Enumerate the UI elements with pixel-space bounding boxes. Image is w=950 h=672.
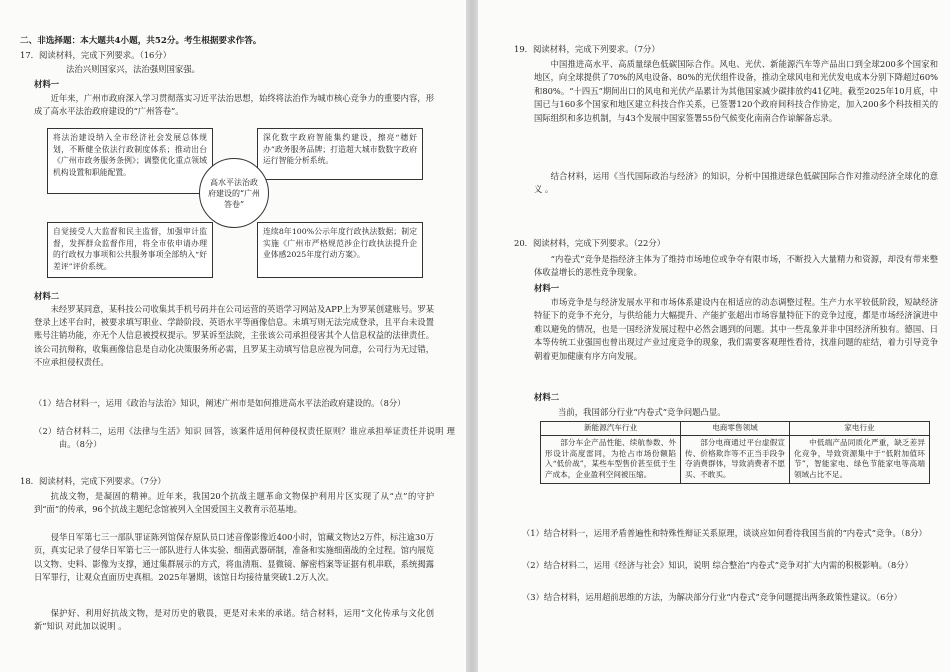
right-page bbox=[478, 0, 950, 672]
table-header-cell: 电商零售领域 bbox=[681, 422, 790, 436]
measure-box-bottom-right: 连续8年100%公示年度行政执法数据；制定实施《广州市严格规范涉企行政执法提升企业体感2025年度行动方案》。 bbox=[257, 222, 423, 278]
q20-sub3: （3）结合材料，运用超前思维的方法，为解决部分行业“内卷式”竞争问题提出两条政策性建议。（6分） bbox=[522, 592, 902, 602]
q20-material1-text: 市场竞争是与经济发展水平和市场体系建设内在相适应的动态调整过程。生产力水平较低阶段，短缺经济特征下的竞争不充分，与供给能力大幅提升、产能扩张超出市场容量特征下的竞争过度，都是市场经济演进中难以避免的情况，也是一国经济发展过程中必然会遇到的问题。其中一些乱象并非中国经济所独有。德国、日本等传统工业强国也曾出现过产业过度竞争的现象，我们需要客观理性看待，找准问题的症结，着力引导竞争朝着更加健康有序方向发展。 bbox=[534, 297, 938, 361]
q20-sub2: （2）结合材料二，运用《经济与社会》知识，说明 综合整治“内卷式”竞争对扩大内需的积极影响。（8分） bbox=[522, 560, 913, 570]
table-cell: 中低端产品同质化严重，缺乏差异化竞争，导致资源集中于“低附加值环节”，智能家电、绿色节能家电等高端领域占比不足。 bbox=[789, 435, 929, 483]
industry-comparison-table bbox=[540, 421, 930, 484]
q20-sub1: （1）结合材料一，运用矛盾普遍性和特殊性辩证关系原理，谈谈应如何看待我国当前的“内卷式”竞争。（8分） bbox=[522, 528, 927, 538]
q17-material1-text: 近年来，广州市政府深入学习贯彻落实习近平法治思想，始终将法治作为城市核心竞争力的重要内容，形成了高水平法治政府建设的“广州答卷”。 bbox=[34, 93, 434, 117]
table-cell: 部分车企产品性能、续航参数、外形设计高度雷同，为抢占市场份额陷入“低价战”，某些车型售价甚至低于生产成本，企业盈利空间被压缩。 bbox=[541, 435, 681, 483]
q18-p3: 保护好、利用好抗战文物，是对历史的敬畏，更是对未来的承诺。结合材料，运用“文化传承与文化创新”知识 对此加以说明 。 bbox=[34, 608, 434, 632]
q19-title: 19．阅读材料，完成下列要求。（7分） bbox=[514, 44, 660, 54]
q18-title: 18．阅读材料，完成下列要求。（7分） bbox=[20, 476, 166, 486]
q17-sub2: （2）结合材料二，运用《法律与生活》知识 回答，该案件适用何种侵权责任原则？谁应承担举证责任并说明 理由。（8分） bbox=[34, 426, 455, 450]
book-gutter bbox=[466, 0, 478, 672]
left-page bbox=[0, 0, 466, 672]
q17-material2-label: 材料二 bbox=[34, 291, 60, 301]
table-header-cell: 新能源汽车行业 bbox=[541, 422, 681, 436]
measure-box-top-right: 深化数字政府智能集约建设，擦亮“穗好办”政务服务品牌；打造超大城市数数字政府运行智能分析系统。 bbox=[257, 128, 423, 180]
q20-material1-label: 材料一 bbox=[534, 283, 560, 293]
measure-box-top-left: 将法治建设纳入全市经济社会发展总体规划，不断健全依法行政制度体系；推动出台《广州市政务服务条例》；调整优化重点领域机构设置和职能配置。 bbox=[47, 128, 213, 194]
q20-material2-intro: 当前，我国部分行业“内卷式”竞争问题凸显。 bbox=[558, 407, 726, 417]
table-header-row bbox=[541, 422, 930, 436]
q18-p2: 侵华日军第七三一部队罪证陈列馆保存原队员口述音像影像近400小时，馆藏文物达2万件，标注逾30万页，真实记录了侵华日军第七三一部队进行人体实验、细菌武器研制，准备和实施细菌战的全过程。馆内展览以文物、史料、影像为支撑，通过集群展示的方式，将血清瓶、显微镜、解密档案等证据有机串联，系统揭露日军罪行，让观众直面历史真相。2025年暑期，该馆日均接待量突破1.2万人次。 bbox=[34, 532, 434, 583]
center-circle-label: 高水平法治政府建设的“广州答卷” bbox=[207, 177, 261, 209]
measure-box-bottom-left: 自觉接受人大监督和民主监督，加强审计监督，发挥群众监督作用，将全市依申请办理的行政权力事项和公共服务事项全部纳入“好差评”评价系统。 bbox=[47, 222, 213, 278]
table-row bbox=[541, 435, 930, 483]
table-cell: 部分电商通过平台虚假宣传、价格欺诈等不正当手段争夺消费群体，导致消费者不愿买、不敢买。 bbox=[681, 435, 790, 483]
section-header: 二、非选择题：本大题共4小题，共52分。考生根据要求作答。 bbox=[20, 36, 262, 46]
q19-p1: 中国推进高水平、高质量绿色低碳国际合作。风电、光伏、新能源汽车等产品出口到全球200多个国家和地区，向全球提供了70%的风电设备、80%的光伏组件设备，推动全球风电和光伏发电成本分别下降超过60%和80%。“十四五”期间出口的风电和光伏产品累计为其他国家减少碳排放约41亿吨。截至2025年10月底，中国已与160多个国家和地区建立科技合作关系，已签署120个政府间科技合作协定，加入200多个科技相关的国际组织和多边机制，与43个发展中国家签署55份气候变化南南合作谅解备忘录。 bbox=[534, 59, 938, 123]
q17-sub1: （1）结合材料一，运用《政治与法治》知识，阐述广州市是如何推进高水平法治政府建设的。（8分） bbox=[34, 398, 406, 408]
q20-material2-label: 材料二 bbox=[534, 392, 560, 402]
q20-intro: “内卷式”竞争是指经济主体为了维持市场地位或争夺有限市场，不断投入大量精力和资源，却没有带来整体收益增长的恶性竞争现象。 bbox=[534, 254, 938, 278]
q17-motto: 法治兴则国家兴，法治强则国家强。 bbox=[66, 64, 200, 74]
q18-p1: 抗战文物，是凝固的精神。近年来，我国20个抗战主题革命文物保护利用片区实现了从“点”的守护到“面”的传承，96个抗战主题纪念馆被列入全国爱国主义教育示范基地。 bbox=[34, 491, 434, 515]
q17-title: 17．阅读材料，完成下列要求。（16分） bbox=[20, 50, 172, 60]
table-header-cell: 家电行业 bbox=[789, 422, 929, 436]
q20-title: 20．阅读材料，完成下列要求。（22分） bbox=[514, 238, 666, 248]
center-circle bbox=[199, 158, 269, 228]
q17-material2-text: 未经罗某同意，某科技公司收集其手机号码并在公司运营的英语学习网站及APP上为罗某创建账号。罗某登录上述平台时，被要求填写职业、学龄阶段、英语水平等画像信息。未填写则无法完成登录，且平台未设置账号注销功能，亦无个人信息被授权提示。罗某诉至法院，主张该公司承担侵害其个人信息权益的法律责任。该公司抗辩称，收集画像信息是自动化决策服务所必需，且罗某主动填写信息应视为同意，公司行为无过错，不应承担侵权责任。 bbox=[34, 304, 434, 367]
q19-p2: 结合材料，运用《当代国际政治与经济》的知识，分析中国推进绿色低碳国际合作对推动经济全球化的意义 。 bbox=[534, 171, 938, 195]
q17-material1-label: 材料一 bbox=[34, 79, 60, 89]
